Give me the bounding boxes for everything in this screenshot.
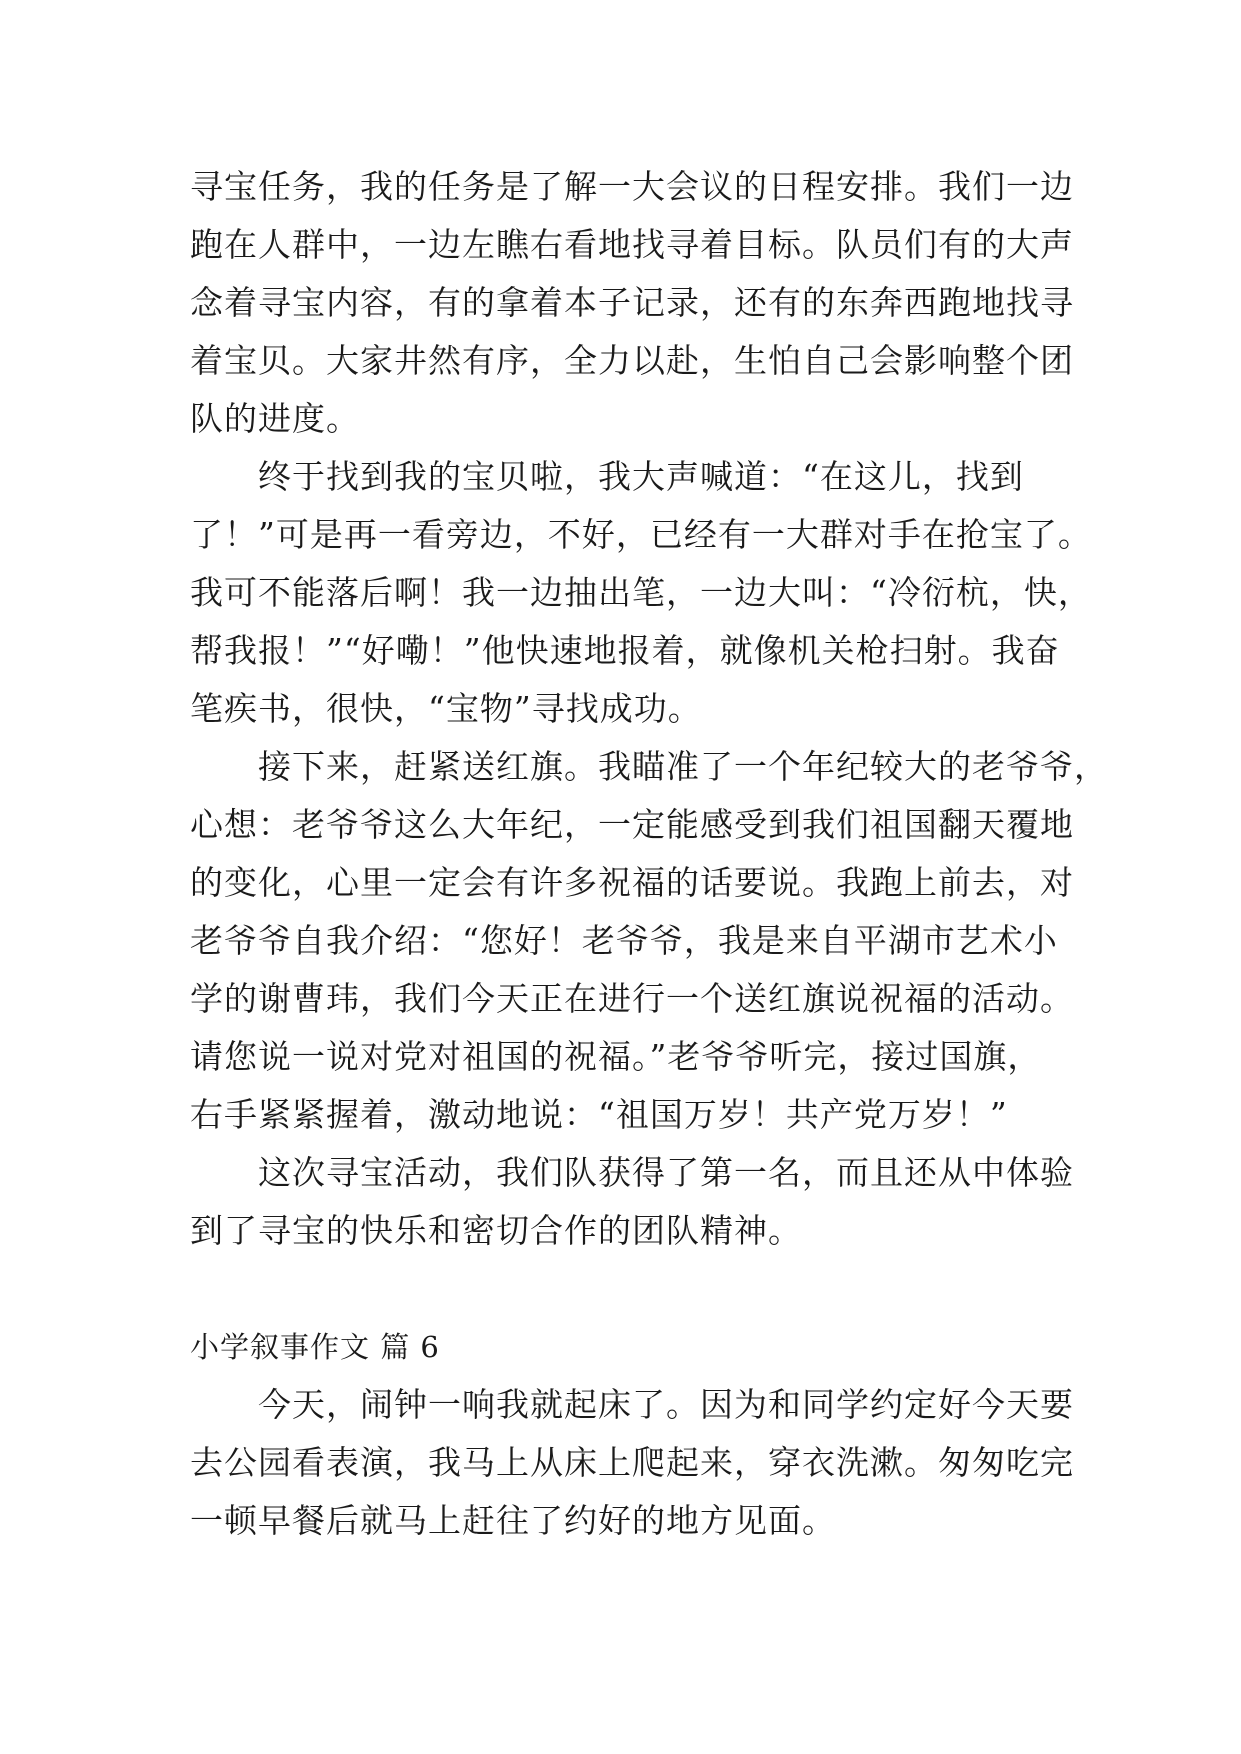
text-block-1 <box>190 158 1108 1260</box>
text-line: 到了寻宝的快乐和密切合作的团队精神。 <box>190 1211 802 1250</box>
text-line: 的变化，心里一定会有许多祝福的话要说。我跑上前去，对 <box>190 863 1074 902</box>
text-line: 一顿早餐后就马上赶往了约好的地方见面。 <box>190 1501 836 1540</box>
section-spacer <box>190 1260 1070 1318</box>
text-line: 笔疾书，很快，“宝物”寻找成功。 <box>190 689 702 728</box>
document-body <box>190 158 1108 1550</box>
text-line: 终于找到我的宝贝啦，我大声喊道：“在这儿，找到 <box>190 457 1024 496</box>
text-line: 念着寻宝内容，有的拿着本子记录，还有的东奔西跑地找寻 <box>190 283 1074 322</box>
section-title: 小学叙事作文 篇 6 <box>190 1330 440 1364</box>
text-line: 帮我报！”“好嘞！”他快速地报着，就像机关枪扫射。我奋 <box>190 631 1060 670</box>
text-line: 寻宝任务，我的任务是了解一大会议的日程安排。我们一边 <box>190 167 1074 206</box>
text-line: 学的谢曹玮，我们今天正在进行一个送红旗说祝福的活动。 <box>190 979 1074 1018</box>
text-line: 心想：老爷爷这么大年纪，一定能感受到我们祖国翻天覆地 <box>190 805 1074 844</box>
text-line: 这次寻宝活动，我们队获得了第一名，而且还从中体验 <box>190 1153 1074 1192</box>
text-line: 请您说一说对党对祖国的祝福。”老爷爷听完，接过国旗， <box>190 1037 1042 1076</box>
text-line: 去公园看表演，我马上从床上爬起来，穿衣洗漱。匆匆吃完 <box>190 1443 1074 1482</box>
text-line: 右手紧紧握着，激动地说：“祖国万岁！共产党万岁！” <box>190 1095 1008 1134</box>
text-line: 今天，闹钟一响我就起床了。因为和同学约定好今天要 <box>190 1385 1074 1424</box>
text-block-2 <box>190 1376 1074 1550</box>
text-line: 我可不能落后啊！我一边抽出笔，一边大叫：“冷衍杭，快， <box>190 573 1092 612</box>
text-line: 老爷爷自我介绍：“您好！老爷爷，我是来自平湖市艺术小 <box>190 921 1058 960</box>
text-line: 着宝贝。大家井然有序，全力以赴，生怕自己会影响整个团 <box>190 341 1074 380</box>
text-line: 队的进度。 <box>190 399 360 438</box>
text-line: 跑在人群中，一边左瞧右看地找寻着目标。队员们有的大声 <box>190 225 1074 264</box>
text-line: 接下来，赶紧送红旗。我瞄准了一个年纪较大的老爷爷， <box>190 747 1108 786</box>
text-line: 了！”可是再一看旁边，不好，已经有一大群对手在抢宝了。 <box>190 515 1092 554</box>
